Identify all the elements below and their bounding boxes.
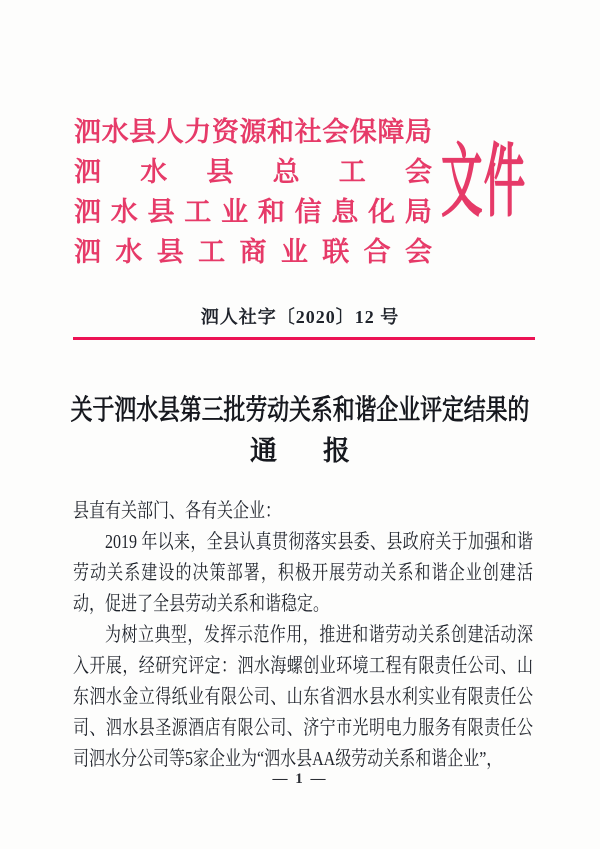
char: 水 bbox=[140, 156, 168, 187]
char: 水 bbox=[101, 116, 129, 147]
char: 会 bbox=[322, 116, 350, 147]
org-line-1 bbox=[74, 109, 432, 149]
char: 泗 bbox=[74, 196, 101, 227]
org-line-4 bbox=[74, 229, 432, 269]
issuing-org-list bbox=[74, 109, 432, 269]
char: 工 bbox=[198, 236, 226, 267]
body-paragraph-2: 为树立典型，发挥示范作用，推进和谐劳动关系创建活动深入开展，经研究评定：泗水海螺创业环境工程有限责任公司、山东泗水金立得纸业有限公司、山东省泗水县水利实业有限责任公司、泗水县圣源酒店有限公司、济宁市光明电力服务有限责任公司泗水分公司等5家企业为“泗水县AA级劳动关系和谐企业”， bbox=[73, 624, 533, 770]
char: 和 bbox=[267, 116, 295, 147]
char: 业 bbox=[221, 196, 249, 227]
char: 水 bbox=[115, 236, 143, 267]
doc-title bbox=[0, 396, 600, 466]
body-paragraph-1: 2019 年以来，全县认真贯彻落实县委、县政府关于加强和谐劳动关系建设的决策部署，积极开展劳动关系和谐企业创建活动，促进了全县劳动关系和谐稳定。 bbox=[73, 531, 533, 615]
char: 资 bbox=[211, 116, 239, 147]
char: 合 bbox=[363, 236, 391, 267]
char: 化 bbox=[368, 196, 396, 227]
char: 总 bbox=[272, 156, 300, 187]
char: 县 bbox=[206, 156, 234, 187]
org-line-3 bbox=[74, 189, 432, 229]
char: 泗 bbox=[74, 236, 101, 267]
char: 业 bbox=[280, 236, 308, 267]
page-number: — 1 — bbox=[272, 771, 328, 787]
letterhead-divider-line bbox=[73, 337, 535, 340]
doc-body bbox=[73, 496, 533, 775]
char: 保 bbox=[349, 116, 377, 147]
char: 商 bbox=[239, 236, 267, 267]
char: 息 bbox=[331, 196, 359, 227]
char: 泗 bbox=[74, 156, 101, 187]
doc-title-line2 bbox=[0, 437, 600, 466]
char: 障 bbox=[377, 116, 405, 147]
char: 县 bbox=[147, 196, 175, 227]
char: 会 bbox=[404, 156, 432, 187]
char: 局 bbox=[404, 196, 432, 227]
char: 报 bbox=[323, 436, 350, 466]
char: 县 bbox=[129, 116, 157, 147]
char: 和 bbox=[257, 196, 285, 227]
char: 联 bbox=[322, 236, 350, 267]
char: 工 bbox=[338, 156, 366, 187]
org-line-2 bbox=[74, 149, 432, 189]
char: 局 bbox=[404, 116, 432, 147]
char: 源 bbox=[239, 116, 267, 147]
doc-type-label: 文件 bbox=[441, 139, 527, 227]
char: 会 bbox=[405, 236, 432, 267]
char: 通 bbox=[250, 436, 277, 466]
char: 水 bbox=[110, 196, 138, 227]
char: 工 bbox=[184, 196, 212, 227]
char: 社 bbox=[294, 116, 322, 147]
char: 力 bbox=[184, 116, 212, 147]
doc-title-line1: 关于泗水县第三批劳动关系和谐企业评定结果的 bbox=[70, 395, 530, 426]
doc-reference-number: 泗人社字〔2020〕12 号 bbox=[200, 307, 400, 327]
char: 人 bbox=[156, 116, 184, 147]
char: 县 bbox=[156, 236, 184, 267]
salutation-line: 县直有关部门、各有关企业： bbox=[73, 500, 281, 522]
char: 泗 bbox=[74, 116, 101, 147]
char: 信 bbox=[294, 196, 322, 227]
